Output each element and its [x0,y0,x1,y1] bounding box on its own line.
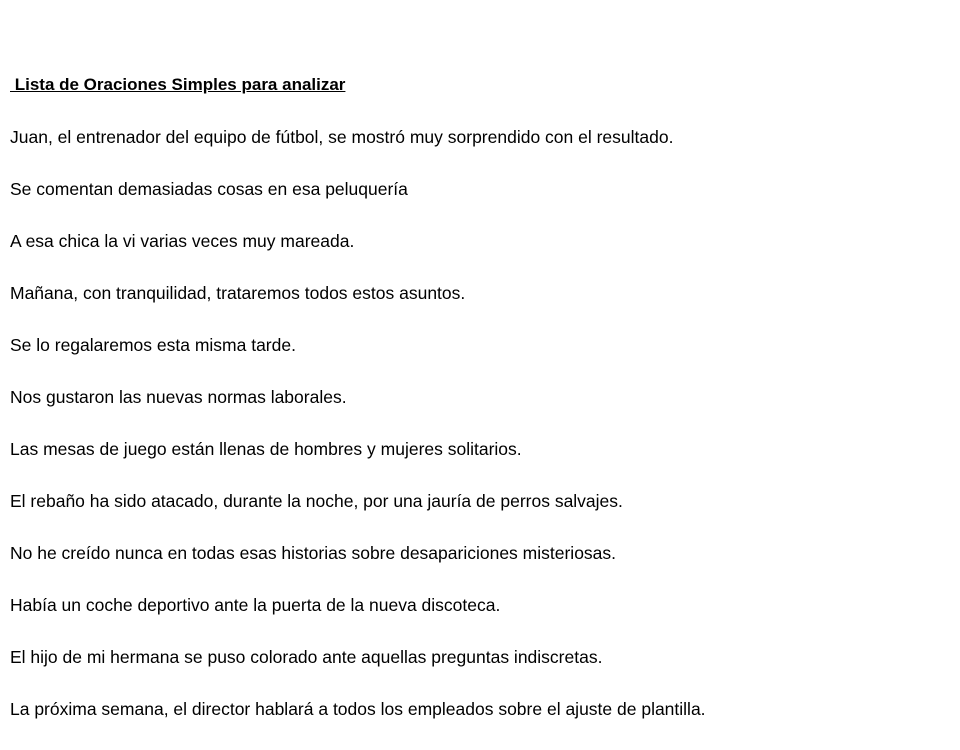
list-item: No he creído nunca en todas esas historias sobre desapariciones misteriosas. [10,543,617,563]
list-item: Se lo regalaremos esta misma tarde. [10,335,296,355]
sentence-list [10,126,706,750]
list-item: Se comentan demasiadas cosas en esa peluquería [10,179,408,199]
list-item: Mañana, con tranquilidad, trataremos todos estos asuntos. [10,283,466,303]
list-item: A esa chica la vi varias veces muy mareada. [10,231,355,251]
list-item: Juan, el entrenador del equipo de fútbol, se mostró muy sorprendido con el resultado. [10,127,674,147]
page-title: Lista de Oraciones Simples para analizar [10,75,346,94]
list-item: Había un coche deportivo ante la puerta de la nueva discoteca. [10,595,501,615]
list-item: Las mesas de juego están llenas de hombres y mujeres solitarios. [10,439,522,459]
list-item: La próxima semana, el director hablará a todos los empleados sobre el ajuste de plantilla. [10,699,706,719]
list-item: El hijo de mi hermana se puso colorado ante aquellas preguntas indiscretas. [10,647,603,667]
list-item: El rebaño ha sido atacado, durante la noche, por una jauría de perros salvajes. [10,491,623,511]
list-item: Nos gustaron las nuevas normas laborales. [10,387,347,407]
